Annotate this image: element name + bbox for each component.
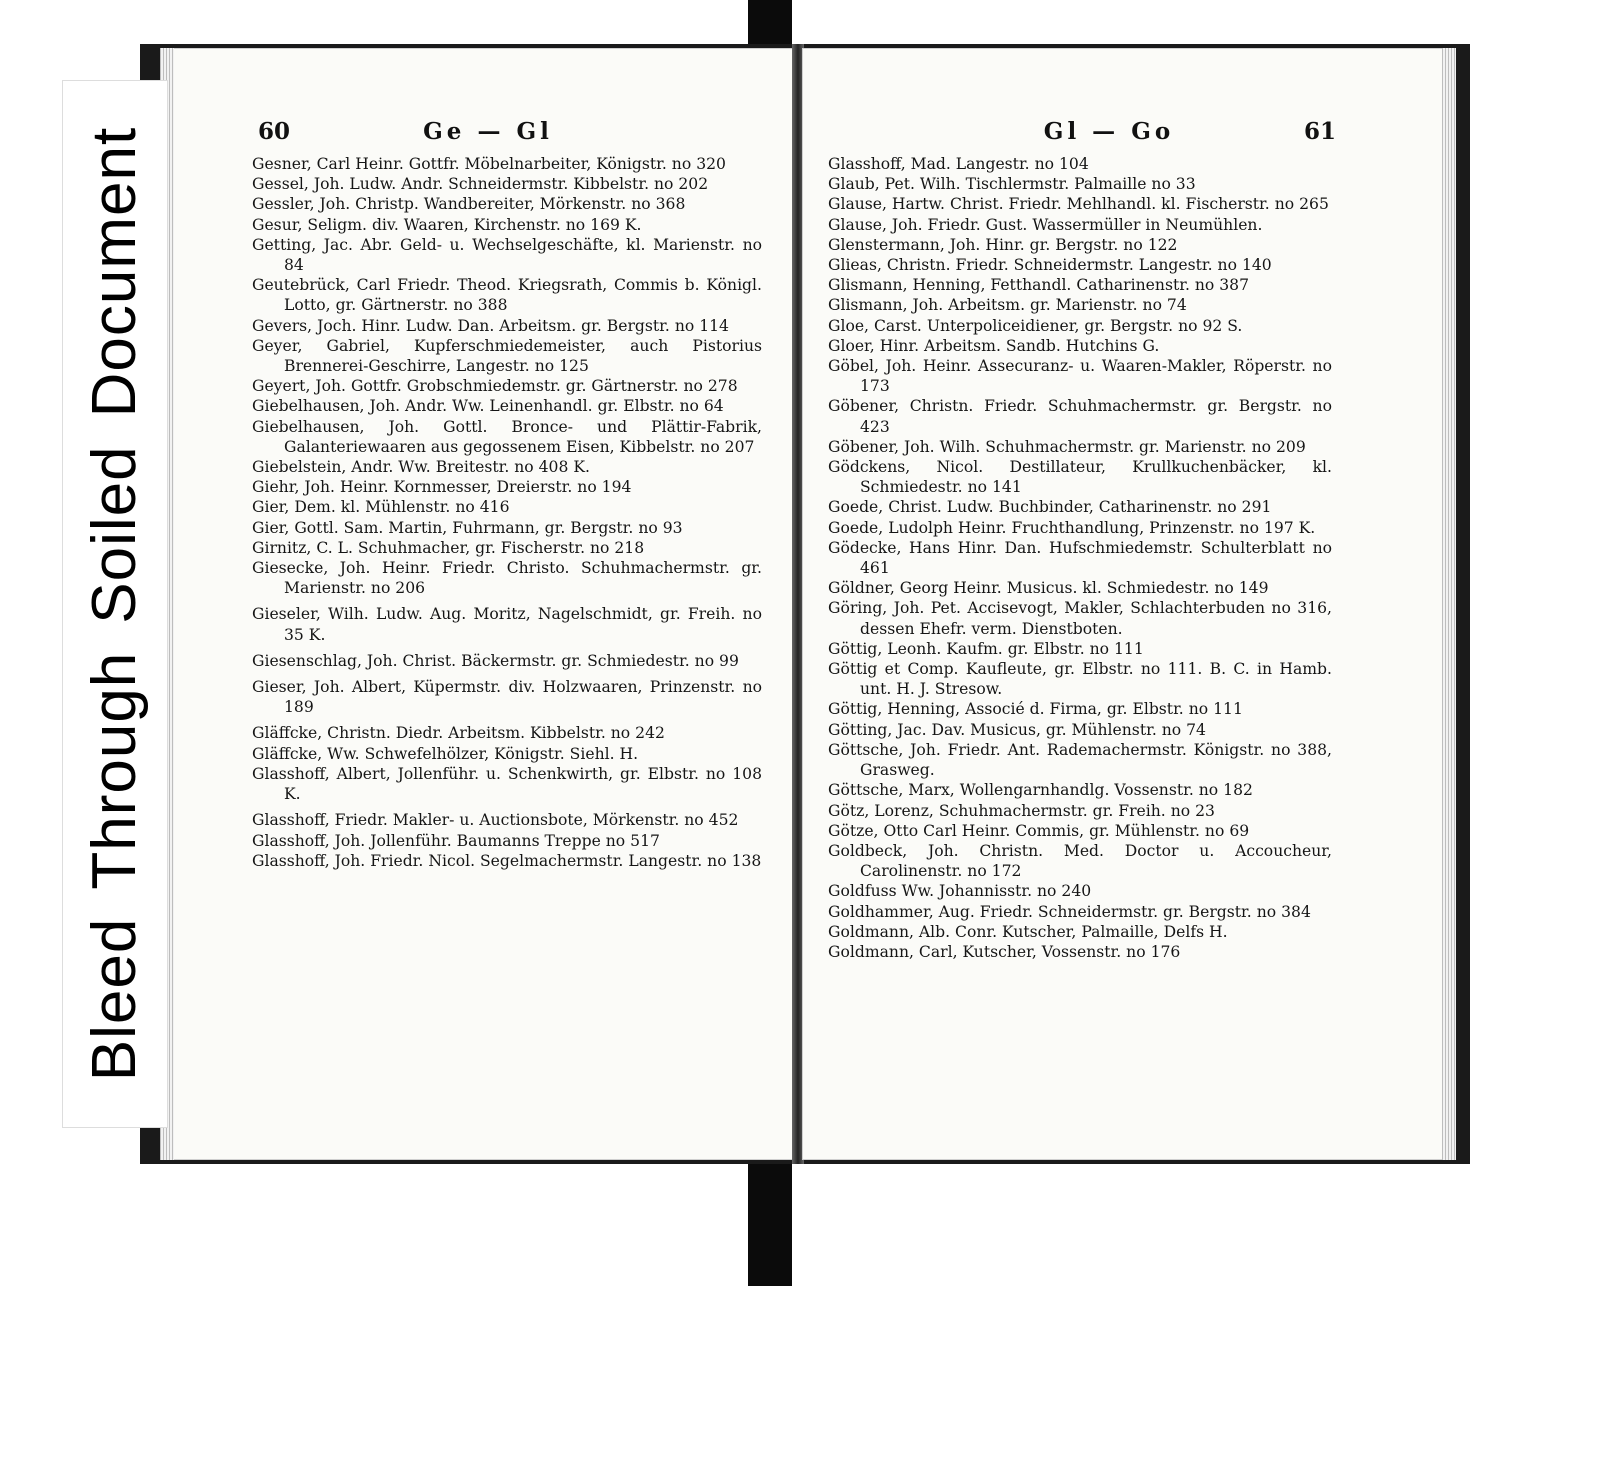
stamp-word-soiled: Soiled [80, 445, 149, 624]
directory-entry: Giesecke, Joh. Heinr. Friedr. Christo. Schuhmachermstr. gr. Marienstr. no 206 [252, 559, 762, 598]
left-entry-list [252, 154, 762, 871]
directory-entry: Götting, Jac. Dav. Musicus, gr. Mühlenstr. no 74 [828, 720, 1206, 739]
directory-entry: Gieser, Joh. Albert, Küpermstr. div. Holzwaaren, Prinzenstr. no 189 [252, 678, 762, 717]
directory-entry: Götze, Otto Carl Heinr. Commis, gr. Mühlenstr. no 69 [828, 821, 1250, 840]
directory-entry: Geutebrück, Carl Friedr. Theod. Kriegsrath, Commis b. Königl. Lotto, gr. Gärtnerstr. no 388 [252, 276, 762, 315]
stamp-word-through: Through [80, 651, 149, 890]
directory-entry: Gloer, Hinr. Arbeitsm. Sandb. Hutchins G. [828, 336, 1160, 355]
right-page-number: 61 [1303, 118, 1336, 145]
directory-entry: Giebelstein, Andr. Ww. Breitestr. no 408 K. [252, 458, 590, 477]
directory-entry: Giesenschlag, Joh. Christ. Bäckermstr. gr. Schmiedestr. no 99 [252, 651, 739, 670]
directory-entry: Glasshoff, Friedr. Makler- u. Auctionsbote, Mörkenstr. no 452 [252, 811, 739, 830]
right-page [802, 48, 1456, 1160]
directory-entry: Giebelhausen, Joh. Andr. Ww. Leinenhandl. gr. Elbstr. no 64 [252, 397, 724, 416]
directory-entry: Götz, Lorenz, Schuhmachermstr. gr. Freih. no 23 [828, 801, 1215, 820]
stamp-word-bleed: Bleed [80, 917, 149, 1082]
directory-entry: Gödecke, Hans Hinr. Dan. Hufschmiedemstr. Schulterblatt no 461 [828, 538, 1332, 578]
directory-entry: Geyert, Joh. Gottfr. Grobschmiedemstr. gr. Gärtnerstr. no 278 [252, 377, 738, 396]
directory-entry: Göbener, Joh. Wilh. Schuhmachermstr. gr. Marienstr. no 209 [828, 437, 1306, 456]
directory-entry: Geyer, Gabriel, Kupferschmiedemeister, auch Pistorius Brennerei-Geschirre, Langestr. no 125 [252, 336, 762, 376]
left-page-header [160, 118, 796, 152]
directory-entry: Göbener, Christn. Friedr. Schuhmachermstr. gr. Bergstr. no 423 [828, 397, 1332, 436]
directory-entry: Göttig, Leonh. Kaufm. gr. Elbstr. no 111 [828, 639, 1144, 658]
directory-entry: Glismann, Joh. Arbeitsm. gr. Marienstr. no 74 [828, 296, 1187, 315]
directory-entry: Gessel, Joh. Ludw. Andr. Schneidermstr. Kibbelstr. no 202 [252, 175, 709, 194]
right-page-header [802, 118, 1456, 152]
directory-entry: Gesur, Seligm. div. Waaren, Kirchenstr. no 169 K. [252, 215, 642, 234]
directory-entry: Goldfuss Ww. Johannisstr. no 240 [828, 882, 1092, 901]
directory-entry: Göring, Joh. Pet. Accisevogt, Makler, Schlachterbuden no 316, dessen Ehefr. verm. Dienstboten. [828, 599, 1332, 638]
directory-entry: Goede, Ludolph Heinr. Fruchthandlung, Prinzenstr. no 197 K. [828, 518, 1316, 537]
directory-entry: Glause, Hartw. Christ. Friedr. Mehlhandl. kl. Fischerstr. no 265 [828, 195, 1329, 214]
directory-entry: Gesner, Carl Heinr. Gottfr. Möbelnarbeiter, Königstr. no 320 [252, 155, 726, 173]
directory-entry: Goldhammer, Aug. Friedr. Schneidermstr. gr. Bergstr. no 384 [828, 902, 1311, 921]
directory-entry: Göttig, Henning, Associé d. Firma, gr. Elbstr. no 111 [828, 700, 1243, 719]
stamp-label [80, 113, 149, 1095]
directory-entry: Gier, Dem. kl. Mühlenstr. no 416 [252, 498, 510, 517]
directory-entry: Gödckens, Nicol. Destillateur, Krullkuchenbäcker, kl. Schmiedestr. no 141 [828, 458, 1332, 497]
directory-entry: Glaub, Pet. Wilh. Tischlermstr. Palmaille no 33 [828, 175, 1196, 194]
directory-entry: Getting, Jac. Abr. Geld- u. Wechselgeschäfte, kl. Marienstr. no 84 [252, 235, 762, 275]
directory-entry: Giehr, Joh. Heinr. Kornmesser, Dreierstr. no 194 [252, 478, 632, 497]
directory-entry: Goldmann, Alb. Conr. Kutscher, Palmaille, Delfs H. [828, 922, 1228, 941]
directory-entry: Girnitz, C. L. Schuhmacher, gr. Fischerstr. no 218 [252, 538, 645, 557]
directory-entry: Glasshoff, Mad. Langestr. no 104 [828, 155, 1089, 173]
directory-entry: Glasshoff, Albert, Jollenführ. u. Schenkwirth, gr. Elbstr. no 108 K. [252, 764, 762, 804]
directory-entry: Glenstermann, Joh. Hinr. gr. Bergstr. no 122 [828, 235, 1178, 254]
directory-entry: Glieas, Christn. Friedr. Schneidermstr. Langestr. no 140 [828, 256, 1272, 275]
directory-entry: Glismann, Henning, Fetthandl. Catharinenstr. no 387 [828, 276, 1250, 295]
directory-entry: Göldner, Georg Heinr. Musicus. kl. Schmiedestr. no 149 [828, 579, 1269, 598]
left-page [160, 48, 796, 1160]
directory-entry: Gieseler, Wilh. Ludw. Aug. Moritz, Nagelschmidt, gr. Freih. no 35 K. [252, 605, 762, 644]
directory-entry: Goldmann, Carl, Kutscher, Vossenstr. no 176 [828, 942, 1181, 961]
left-page-range: Ge — Gl [423, 118, 553, 145]
directory-entry: Göttsche, Marx, Wollengarnhandlg. Vossenstr. no 182 [828, 781, 1253, 800]
directory-entry: Göttig et Comp. Kaufleute, gr. Elbstr. no 111. B. C. in Hamb. unt. H. J. Stresow. [828, 660, 1332, 699]
directory-entry: Gläffcke, Ww. Schwefelhölzer, Königstr. Siehl. H. [252, 744, 639, 763]
directory-entry: Gloe, Carst. Unterpoliceidiener, gr. Bergstr. no 92 S. [828, 316, 1243, 335]
directory-entry: Gier, Gottl. Sam. Martin, Fuhrmann, gr. Bergstr. no 93 [252, 518, 683, 537]
directory-entry: Glause, Joh. Friedr. Gust. Wassermüller in Neumühlen. [828, 215, 1263, 234]
directory-entry: Gläffcke, Christn. Diedr. Arbeitsm. Kibbelstr. no 242 [252, 724, 665, 743]
directory-entry: Göttsche, Joh. Friedr. Ant. Rademachermstr. Königstr. no 388, Grasweg. [828, 740, 1332, 780]
directory-entry: Gevers, Joch. Hinr. Ludw. Dan. Arbeitsm. gr. Bergstr. no 114 [252, 316, 729, 335]
right-page-range: Gl — Go [1043, 118, 1175, 145]
directory-entry: Giebelhausen, Joh. Gottl. Bronce- und Plättir-Fabrik, Galanteriewaaren aus gegossenem Eisen, Kibbelstr. no 207 [252, 417, 762, 456]
directory-entry: Gessler, Joh. Christp. Wandbereiter, Mörkenstr. no 368 [252, 195, 686, 214]
directory-entry: Goede, Christ. Ludw. Buchbinder, Catharinenstr. no 291 [828, 498, 1272, 517]
left-page-number: 60 [258, 118, 291, 145]
right-entry-list [828, 154, 1332, 962]
stamp-word-document: Document [80, 126, 149, 418]
directory-entry: Goldbeck, Joh. Christn. Med. Doctor u. Accoucheur, Carolinenstr. no 172 [828, 841, 1332, 881]
directory-entry: Göbel, Joh. Heinr. Assecuranz- u. Waaren-Makler, Röperstr. no 173 [828, 357, 1332, 396]
bleed-through-soiled-document-stamp [62, 80, 168, 1128]
directory-entry: Glasshoff, Joh. Jollenführ. Baumanns Treppe no 517 [252, 831, 660, 850]
directory-entry: Glasshoff, Joh. Friedr. Nicol. Segelmachermstr. Langestr. no 138 [252, 851, 762, 870]
bottom-spine-bar [748, 1160, 792, 1286]
